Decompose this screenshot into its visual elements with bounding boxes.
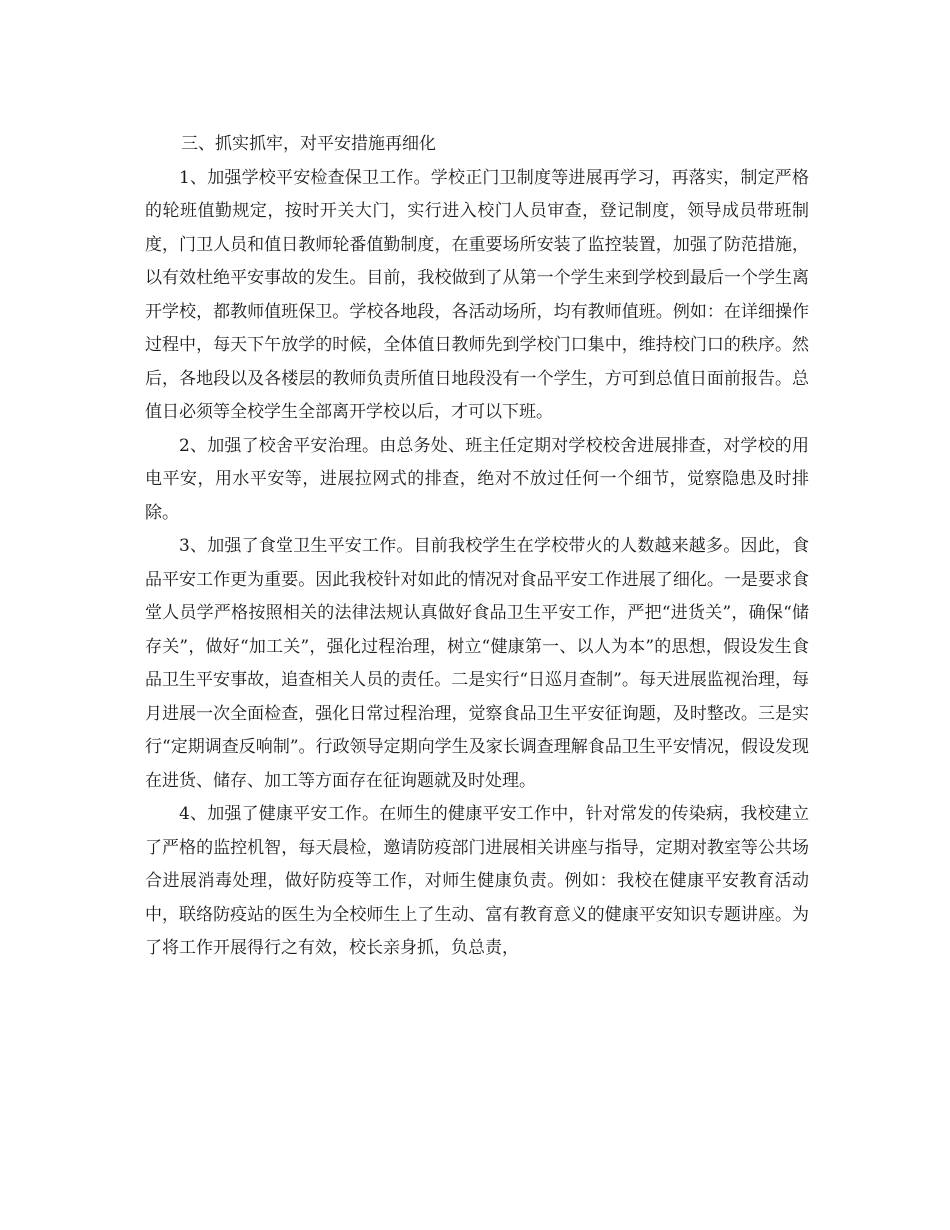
paragraph-building-safety: 2、加强了校舍平安治理。由总务处、班主任定期对学校校舍进展排查，对学校的用电平安，用水平安等，进展拉网式的排查，绝对不放过任何一个细节，觉察隐患及时排除。 [145,435,809,523]
paragraph-canteen-hygiene: 3、加强了食堂卫生平安工作。目前我校学生在学校带火的人数越来越多。因此，食品平安工作更为重要。因此我校针对如此的情况对食品平安工作进展了细化。一是要求食堂人员学严格按照相关的法律法规认真做好食品卫生平安工作，严把“进货关”，确保“储存关”，做好“加工关”，强化过程治理，树立“健康第一、以人为本”的思想，假设发生食品卫生平安事故，追查相关人员的责任。二是实行“日巡月查制”。每天进展监视治理，每月进展一次全面检查，强化日常过程治理，觉察食品卫生平安征询题，及时整改。三是实行“定期调查反响制”。行政领导定期向学生及家长调查理解食品卫生平安情况，假设发现在进货、储存、加工等方面存在征询题就及时处理。 [145,536,809,791]
document-body [145,128,809,966]
section-heading: 三、抓实抓牢，对平安措施再细化 [181,134,436,154]
paragraph-health-safety: 4、加强了健康平安工作。在师生的健康平安工作中，针对常发的传染病，我校建立了严格的监控机智，每天晨检，邀请防疫部门进展相关讲座与指导，定期对教室等公共场合进展消毒处理，做好防疫等工作，对师生健康负责。例如：我校在健康平安教育活动中，联络防疫站的医生为全校师生上了生动、富有教育意义的健康平安知识专题讲座。为了将工作开展得行之有效，校长亲身抓，负总责， [145,804,809,958]
paragraph-school-security: 1、加强学校平安检查保卫工作。学校正门卫制度等进展再学习，再落实，制定严格的轮班值勤规定，按时开关大门，实行进入校门人员审查，登记制度，领导成员带班制度，门卫人员和值日教师轮番值勤制度，在重要场所安装了监控装置，加强了防范措施，以有效杜绝平安事故的发生。目前，我校做到了从第一个学生来到学校到最后一个学生离开学校，都教师值班保卫。学校各地段，各活动场所，均有教师值班。例如：在详细操作过程中，每天下午放学的时候，全体值日教师先到学校门口集中，维持校门口的秩序。然后，各地段以及各楼层的教师负责所值日地段没有一个学生，方可到总值日面前报告。总值日必须等全校学生全部离开学校以后，才可以下班。 [145,167,809,422]
